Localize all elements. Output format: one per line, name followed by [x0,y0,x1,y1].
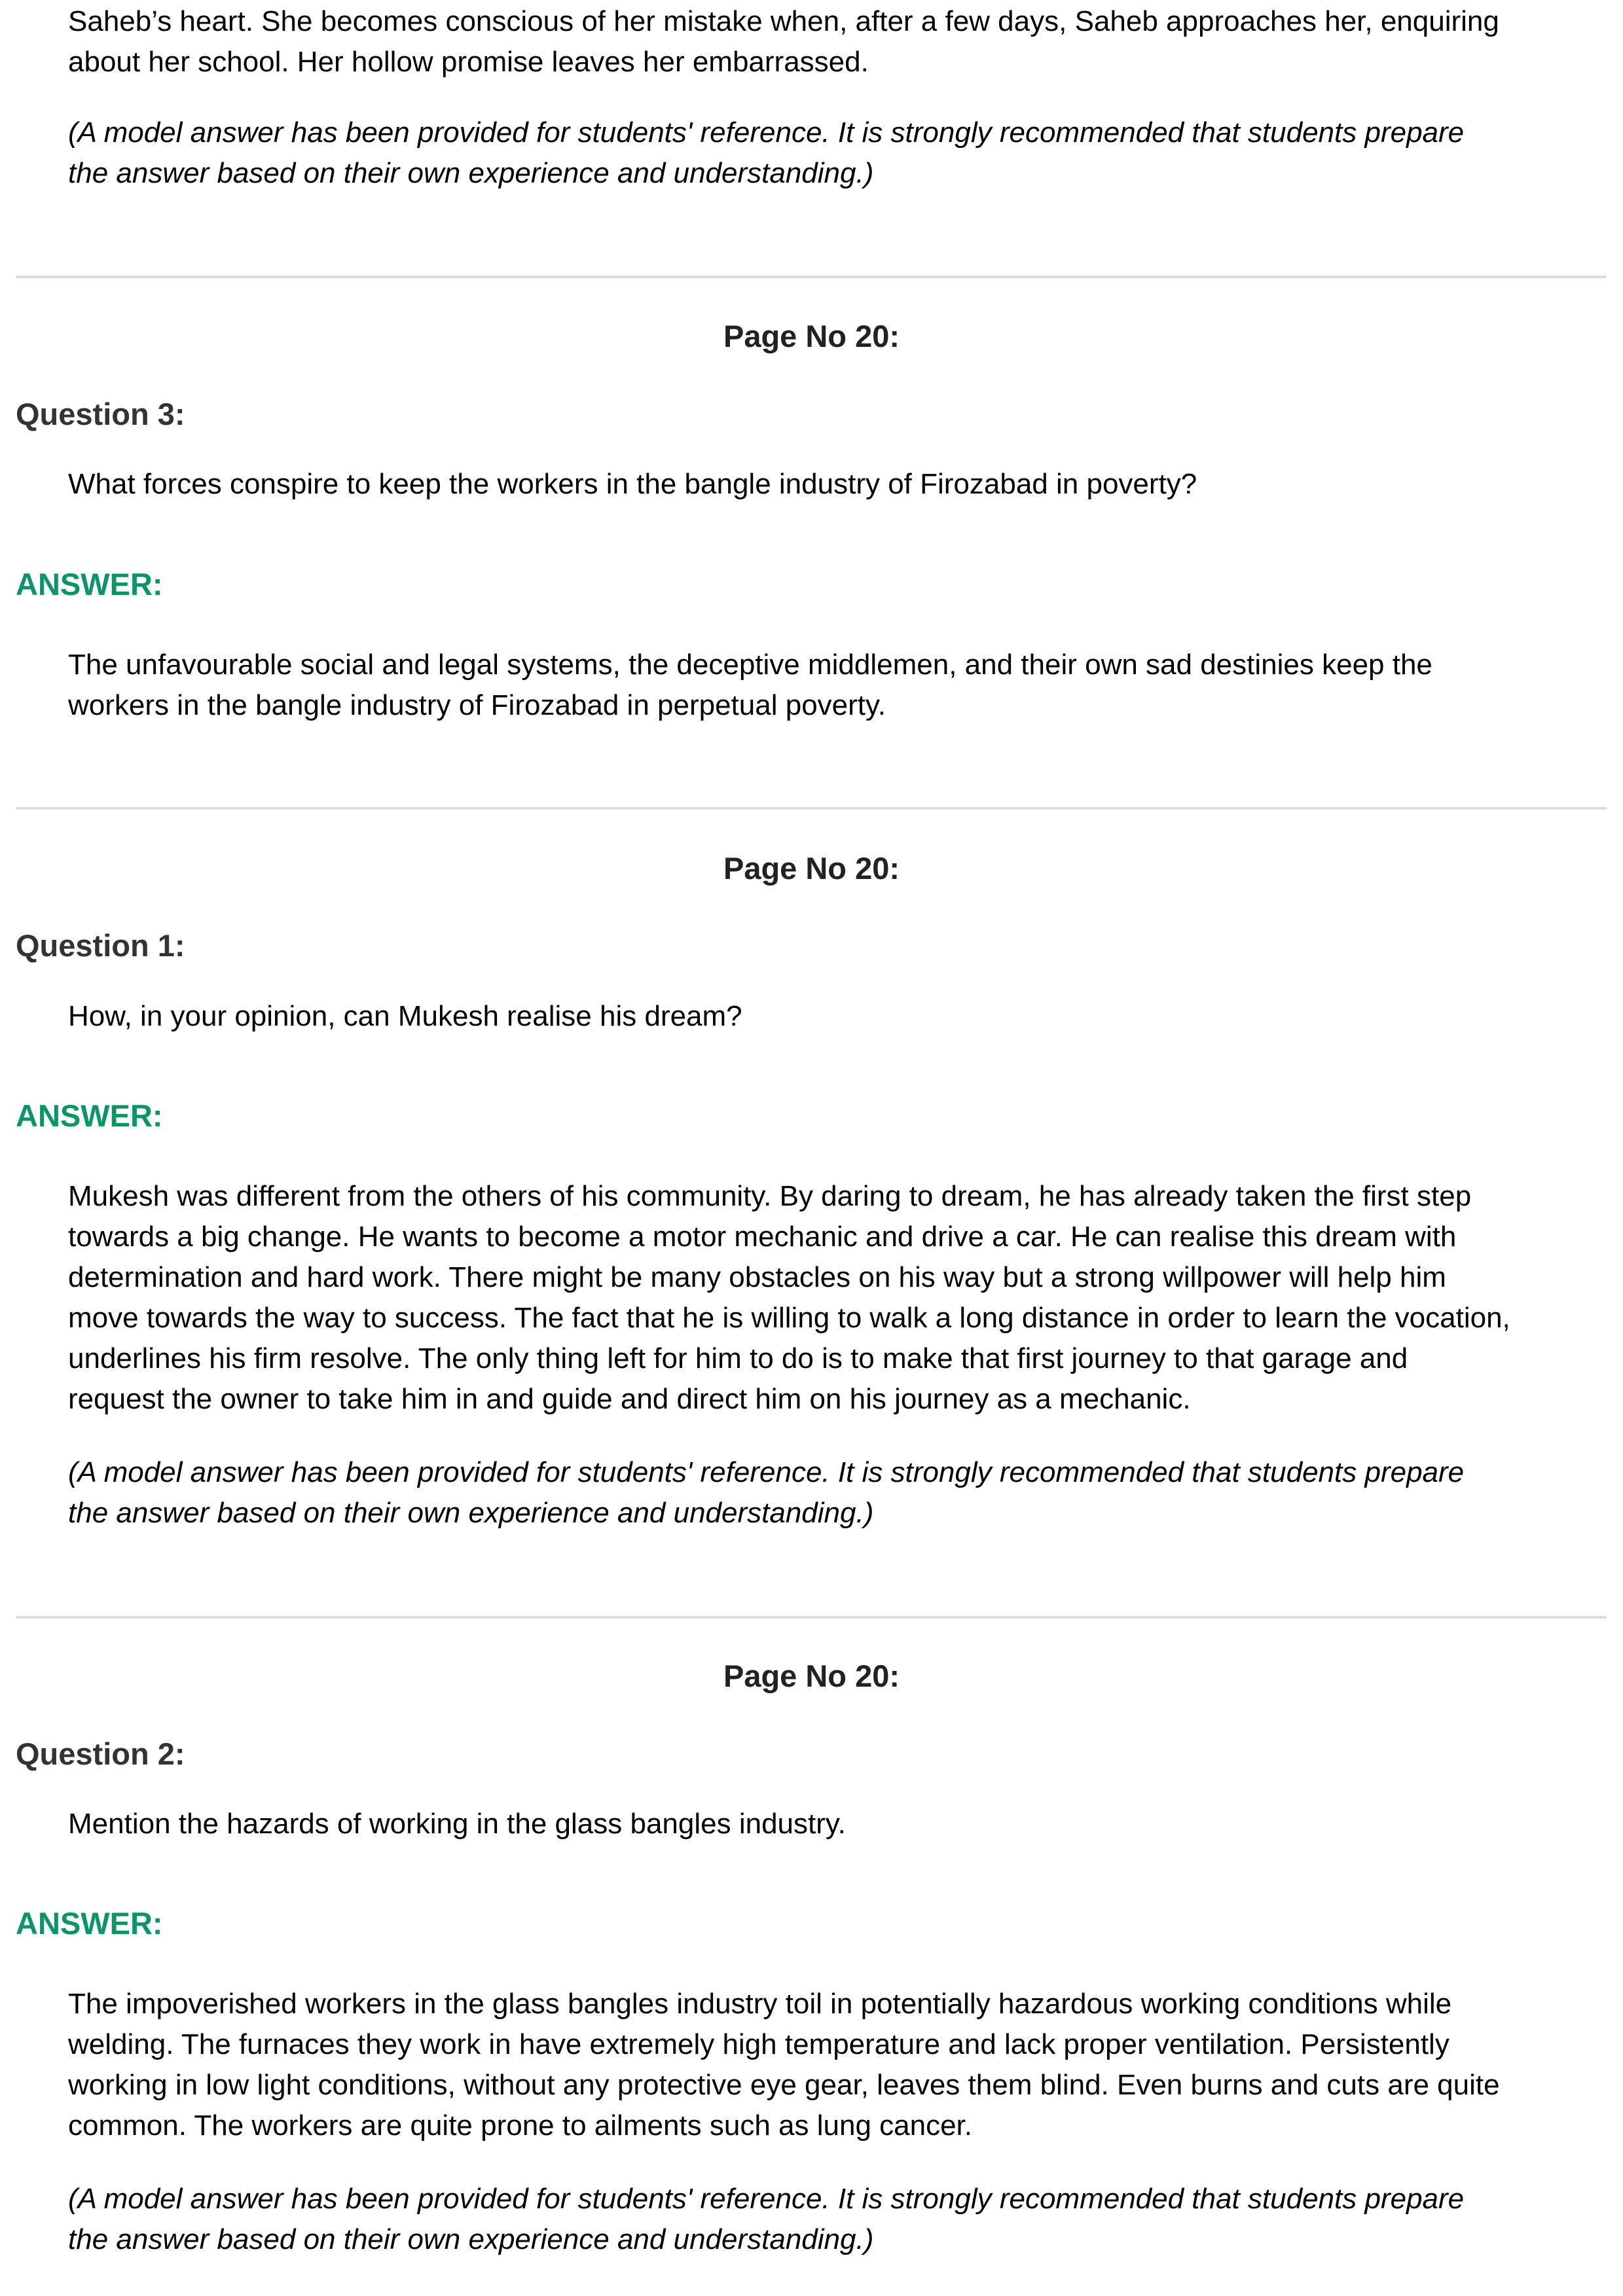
page-label: Page No 20: [723,1659,900,1693]
section-divider [16,276,1607,278]
answer-line: working in low light conditions, without any protective eye gear, leaves them blind. Even burns and cuts are quite [68,2069,1500,2101]
question-text [68,996,1613,1037]
question-label: Question 1: [16,928,185,963]
answer-line: The unfavourable social and legal systems, the deceptive middlemen, and their own sad destinies keep the [68,649,1432,681]
note-line: the answer based on their own experience and understanding.) [68,157,874,189]
answer-line: The impoverished workers in the glass bangles industry toil in potentially hazardous working conditions while [68,1988,1452,2020]
question-line: Mention the hazards of working in the glass bangles industry. [68,1808,846,1840]
page-label: Page No 20: [723,319,900,353]
model-answer-note [68,2179,1613,2260]
answer-line: about her school. Her hollow promise leaves her embarrassed. [68,46,869,78]
model-answer-note [68,113,1613,194]
question-text [68,1804,1613,1844]
answer-text [68,1984,1613,2146]
answer-line: underlines his firm resolve. The only thing left for him to do is to make that first journey to that garage and [68,1342,1408,1374]
note-line: the answer based on their own experience and understanding.) [68,2223,874,2255]
answer-line: Mukesh was different from the others of his community. By daring to dream, he has already taken the first step [68,1180,1472,1212]
answer-line: Saheb’s heart. She becomes conscious of her mistake when, after a few days, Saheb approaches her, enquiring [68,5,1499,37]
note-line: (A model answer has been provided for students' reference. It is strongly recommended that students prepare [68,117,1465,149]
answer-line: common. The workers are quite prone to ailments such as lung cancer. [68,2109,972,2142]
question-text [68,464,1613,505]
answer-line: move towards the way to success. The fact that he is willing to walk a long distance in order to learn the vocation, [68,1302,1510,1334]
answer-label: ANSWER: [16,1906,163,1941]
question-label: Question 2: [16,1736,185,1771]
answer-line: towards a big change. He wants to become a motor mechanic and drive a car. He can realise this dream with [68,1221,1457,1253]
answer-line: determination and hard work. There might be many obstacles on his way but a strong willpower will help him [68,1261,1446,1293]
question-label: Question 3: [16,397,185,431]
answer-text [68,645,1613,726]
answer-line: workers in the bangle industry of Firozabad in perpetual poverty. [68,689,886,721]
page-label: Page No 20: [723,851,900,886]
note-line: the answer based on their own experience and understanding.) [68,1497,874,1529]
answer-label: ANSWER: [16,1098,163,1133]
answer-line: welding. The furnaces they work in have extremely high temperature and lack proper ventilation. Persistently [68,2028,1450,2060]
answer-text [68,1176,1613,1420]
answer-label: ANSWER: [16,567,163,601]
answer-line: request the owner to take him in and guide and direct him on his journey as a mechanic. [68,1383,1191,1415]
section-divider [16,807,1607,810]
question-line: How, in your opinion, can Mukesh realise his dream? [68,1000,742,1032]
model-answer-note [68,1452,1613,1534]
answer-text [68,1,1613,82]
section-divider [16,1616,1607,1619]
question-line: What forces conspire to keep the workers in the bangle industry of Firozabad in poverty? [68,468,1197,500]
note-line: (A model answer has been provided for students' reference. It is strongly recommended that students prepare [68,2183,1465,2215]
note-line: (A model answer has been provided for students' reference. It is strongly recommended that students prepare [68,1456,1465,1488]
